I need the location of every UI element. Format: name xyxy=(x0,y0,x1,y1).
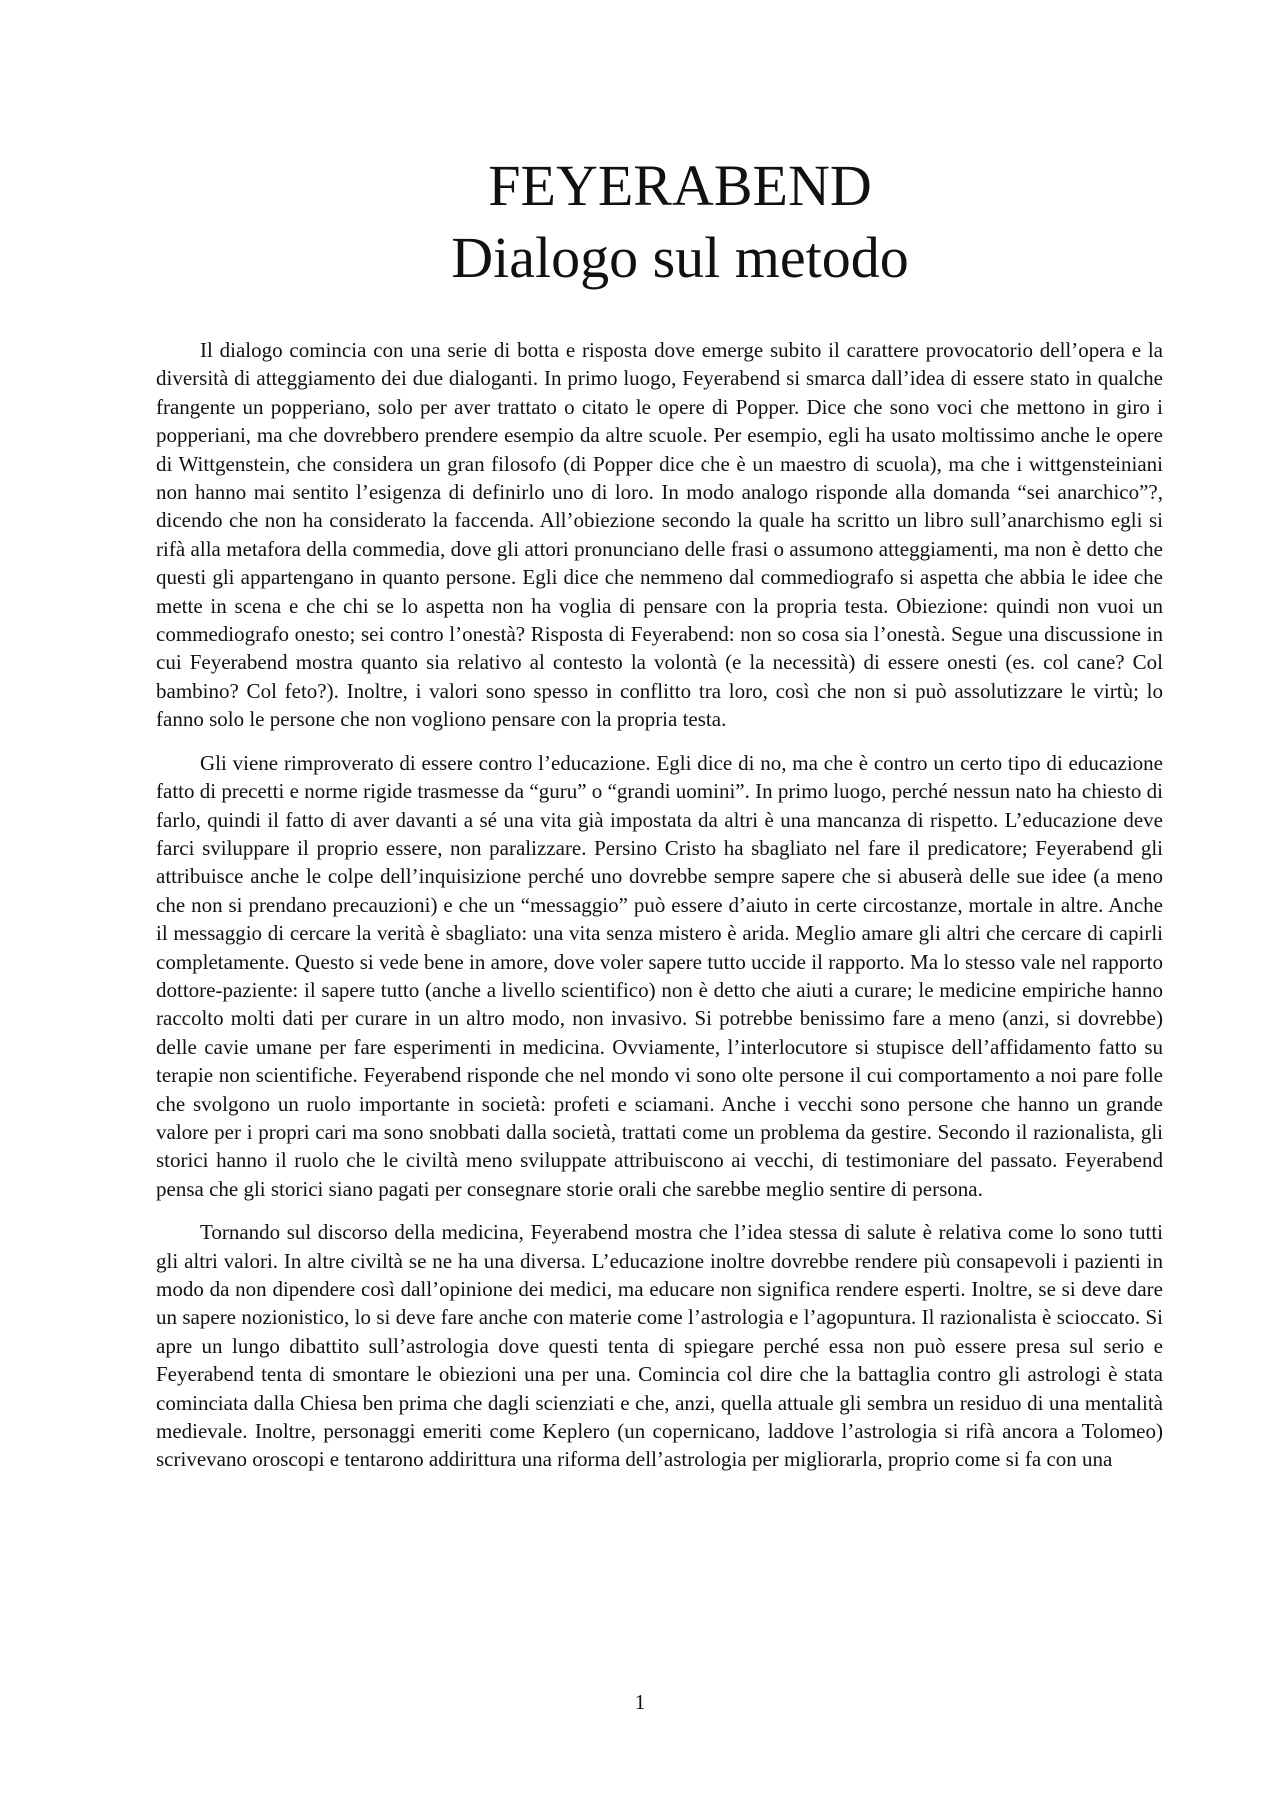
paragraph-3: Tornando sul discorso della medicina, Feyerabend mostra che l’idea stessa di salute è relativa come lo sono tutti gli altri valori. In altre civiltà se ne ha una diversa. L’educazione inoltre dovrebbe rendere più consapevoli i pazienti in modo da non dipendere così dall’opinione dei medici, ma educare non significa rendere esperti. Inoltre, se si deve dare un sapere nozionistico, lo si deve fare anche con materie come l’astrologia e l’agopuntura. Il razionalista è scioccato. Si apre un lungo dibattito sull’astrologia dove questi tenta di spiegare perché essa non può essere presa sul serio e Feyerabend tenta di smontare le obiezioni una per una. Comincia col dire che la battaglia contro gli astrologi è stata cominciata dalla Chiesa ben prima che dagli scienziati e che, anzi, quella attuale gli sembra un residuo di una mentalità medievale. Inoltre, personaggi emeriti come Keplero (un copernicano, laddove l’astrologia si rifà ancora a Tolomeo) scrivevano oroscopi e tentarono addirittura una riforma dell’astrologia per migliorarla, proprio come si fa con una xyxy=(156,1220,1163,1472)
document-title xyxy=(440,150,920,294)
page-number: 1 xyxy=(634,1690,646,1714)
paragraph-2: Gli viene rimproverato di essere contro l’educazione. Egli dice di no, ma che è contro un certo tipo di educazione fatto di precetti e norme rigide trasmesse da “guru” o “grandi uomini”. In primo luogo, perché nessun nato ha chiesto di farlo, quindi il fatto di aver davanti a sé una vita già impostata da altri è una mancanza di rispetto. L’educazione deve farci sviluppare il proprio essere, non paralizzare. Persino Cristo ha sbagliato nel fare il predicatore; Feyerabend gli attribuisce anche le colpe dell’inquisizione perché uno dovrebbe sempre sapere che si abuserà delle sue idee (a meno che non si prendano precauzioni) e che un “messaggio” può essere d’aiuto in certe circostanze, mortale in altre. Anche il messaggio di cercare la verità è sbagliato: una vita senza mistero è arida. Meglio amare gli altri che cercare di capirli completamente. Questo si vede bene in amore, dove voler sapere tutto uccide il rapporto. Ma lo stesso vale nel rapporto dottore-paziente: il sapere tutto (anche a livello scientifico) non è detto che aiuti a curare; le medicine empiriche hanno raccolto molti dati per curare in un altro modo, non invasivo. Si potrebbe benissimo fare a meno (anzi, si dovrebbe) delle cavie umane per fare esperimenti in medicina. Ovviamente, l’interlocutore si stupisce dell’affidamento fatto su terapie non scientifiche. Feyerabend risponde che nel mondo vi sono olte persone il cui comportamento a noi pare folle che svolgono un ruolo importante in società: profeti e sciamani. Anche i vecchi sono persone che hanno un grande valore per i propri cari ma sono snobbati dalla società, trattati come un problema da gestire. Secondo il razionalista, gli storici hanno il ruolo che le civiltà meno sviluppate attribuiscono ai vecchi, di testimoniare del passato. Feyerabend pensa che gli storici siano pagati per consegnare storie orali che sarebbe meglio sentire di persona. xyxy=(156,750,1163,1201)
document-body xyxy=(156,336,1163,1489)
paragraph-1: Il dialogo comincia con una serie di botta e risposta dove emerge subito il carattere provocatorio dell’opera e la diversità di atteggiamento dei due dialoganti. In primo luogo, Feyerabend si smarca dall’idea di essere stato in qualche frangente un popperiano, solo per aver trattato o citato le opere di Popper. Dice che sono voci che mettono in giro i popperiani, ma che dovrebbero prendere esempio da altre scuole. Per esempio, egli ha usato moltissimo anche le opere di Wittgenstein, che considera un gran filosofo (di Popper dice che è un maestro di scuola), ma che i wittgensteiniani non hanno mai sentito l’esigenza di definirlo uno di loro. In modo analogo risponde alla domanda “sei anarchico”?, dicendo che non ha considerato la faccenda. All’obiezione secondo la quale ha scritto un libro sull’anarchismo egli si rifà alla metafora della commedia, dove gli attori pronunciano delle frasi o assumono atteggiamenti, ma non è detto che questi gli appartengano in quanto persone. Egli dice che nemmeno dal commediografo si aspetta che abbia le idee che mette in scena e che chi se lo aspetta non ha voglia di pensare con la propria testa. Obiezione: quindi non vuoi un commediografo onesto; sei contro l’onestà? Risposta di Feyerabend: non so cosa sia l’onestà. Segue una discussione in cui Feyerabend mostra quanto sia relativo al contesto la volontà (e la necessità) di essere onesti (es. col cane? Col bambino? Col feto?). Inoltre, i valori sono spesso in conflitto tra loro, così che non si può assolutizzare le virtù; lo fanno solo le persone che non vogliono pensare con la propria testa. xyxy=(156,338,1163,732)
title-subtitle: Dialogo sul metodo xyxy=(451,225,909,290)
title-author: FEYERABEND xyxy=(488,153,872,218)
